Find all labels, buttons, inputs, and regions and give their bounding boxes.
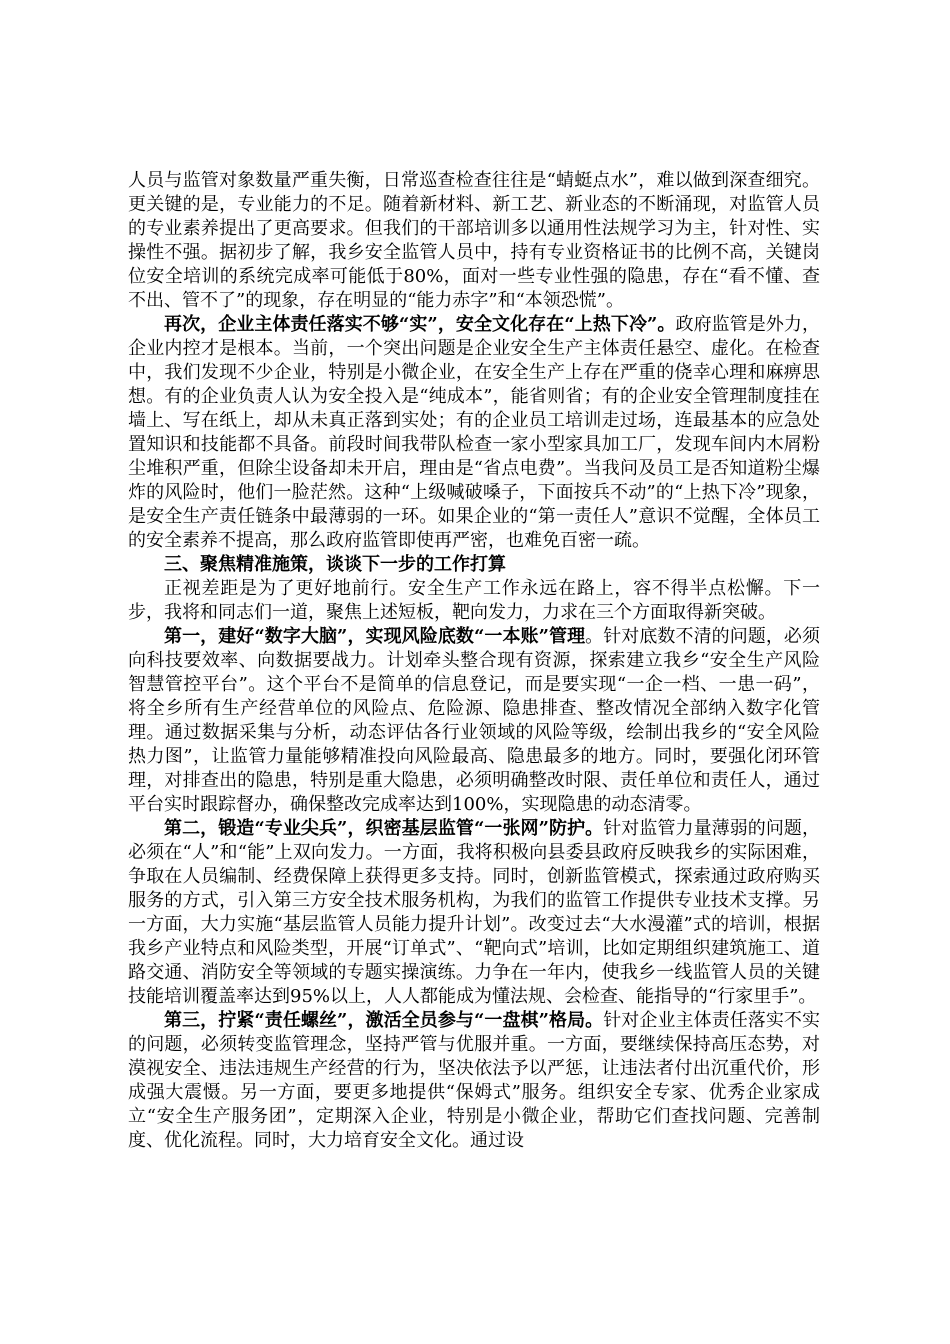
paragraph-text: 人员与监管对象数量严重失衡，日常巡查检查往往是“蜻蜓点水”，难以做到深查细究。更关键的是，专业能力的不足。随着新材料、新工艺、新业态的不断涌现，对监管人员的专业素养提出了更高要求。但我们的干部培训多以通用性法规学习为主，针对性、实操性不强。据初步了解，我乡安全监管人员中，持有专业资格证书的比例不高，关键岗位安全培训的系统完成率可能低于80%，面对一些专业性强的隐患，存在“看不懂、查不出、管不了”的现象，存在明显的“能力赤字”和“本领恐慌”。	[128, 170, 820, 311]
paragraph-lead: 再次，企业主体责任落实不够“实”，安全文化存在“上热下冷”。	[164, 314, 676, 335]
paragraph-text: 政府监管是外力，企业内控才是根本。当前，一个突出问题是企业安全生产主体责任悬空、虚化。在检查中，我们发现不少企业，特别是小微企业，在安全生产上存在严重的侥幸心理和麻痹思想。有的企业负责人认为安全投入是“纯成本”，能省则省；有的企业安全管理制度挂在墙上、写在纸上，却从未真正落到实处；有的企业员工培训走过场，连最基本的应急处置知识和技能都不具备。前段时间我带队检查一家小型家具加工厂，发现车间内木屑粉尘堆积严重，但除尘设备却未开启，理由是“省点电费”。当我问及员工是否知道粉尘爆炸的风险时，他们一脸茫然。这种“上级喊破嗓子，下面按兵不动”的“上热下冷”现象，是安全生产责任链条中最薄弱的一环。如果企业的“第一责任人”意识不觉醒，全体员工的安全素养不提高，那么政府监管即使再严密，也难免百密一疏。	[128, 314, 821, 551]
paragraph-professional-force	[128, 817, 820, 1009]
paragraph-lead: 第一，建好“数字大脑”，实现风险底数“一本账”管理	[164, 626, 586, 647]
paragraph-text: 。针对底数不清的问题，必须向科技要效率、向数据要战力。计划牵头整合现有资源，探索建立我乡“安全生产风险智慧管控平台”。这个平台不是简单的信息登记，而是要实现“一企一档、一患一码”，将全乡所有生产经营单位的风险点、危险源、隐患排查、整改情况全部纳入数字化管理。通过数据采集与分析，动态评估各行业领域的风险等级，绘制出我乡的“安全风险热力图”，让监管力量能够精准投向风险最高、隐患最多的地方。同时，要强化闭环管理，对排查出的隐患，特别是重大隐患，必须明确整改时限、责任单位和责任人，通过平台实时跟踪督办，确保整改完成率达到100%，实现隐患的动态清零。	[128, 626, 820, 815]
paragraph-lead: 第二，锻造“专业尖兵”，织密基层监管“一张网”防护。	[164, 818, 604, 839]
paragraph-responsibility-screws	[128, 1009, 820, 1153]
paragraph-text: 针对监管力量薄弱的问题，必须在“人”和“能”上双向发力。一方面，我将积极向县委县政府反映我乡的实际困难，争取在人员编制、经费保障上获得更多支持。同时，创新监管模式，探索通过政府购买服务的方式，引入第三方安全技术服务机构，为我们的监管工作提供专业技术支撑。另一方面，大力实施“基层监管人员能力提升计划”。改变过去“大水漫灌”式的培训，根据我乡产业特点和风险类型，开展“订单式”、“靶向式”培训，比如定期组织建筑施工、道路交通、消防安全等领域的专题实操演练。力争在一年内，使我乡一线监管人员的关键技能培训覆盖率达到95%以上，人人都能成为懂法规、会检查、能指导的“行家里手”。	[128, 818, 820, 1007]
document-body	[128, 169, 820, 1153]
paragraph-text: 针对企业主体责任落实不实的问题，必须转变监管理念，坚持严管与优服并重。一方面，要继续保持高压态势，对漠视安全、违法违规生产经营的行为，坚决依法予以严惩，让违法者付出沉重代价，形成强大震慑。另一方面，要更多地提供“保姆式”服务。组织安全专家、优秀企业家成立“安全生产服务团”，定期深入企业，特别是小微企业，帮助它们查找问题、完善制度、优化流程。同时，大力培育安全文化。通过设	[128, 1010, 820, 1151]
paragraph-digital-brain	[128, 625, 820, 817]
paragraph-capacity-shortfall	[128, 169, 820, 313]
paragraph-text: 正视差距是为了更好地前行。安全生产工作永远在路上，容不得半点松懈。下一步，我将和同志们一道，聚焦上述短板，靶向发力，力求在三个方面取得新突破。	[128, 578, 820, 623]
paragraph-lead: 第三，拧紧“责任螺丝”，激活全员参与“一盘棋”格局。	[164, 1010, 604, 1031]
section-heading-text: 三、聚焦精准施策，谈谈下一步的工作打算	[164, 554, 506, 575]
paragraph-intro-next-steps	[128, 577, 820, 625]
section-heading-next-steps	[128, 553, 820, 577]
paragraph-enterprise-responsibility	[128, 313, 820, 553]
